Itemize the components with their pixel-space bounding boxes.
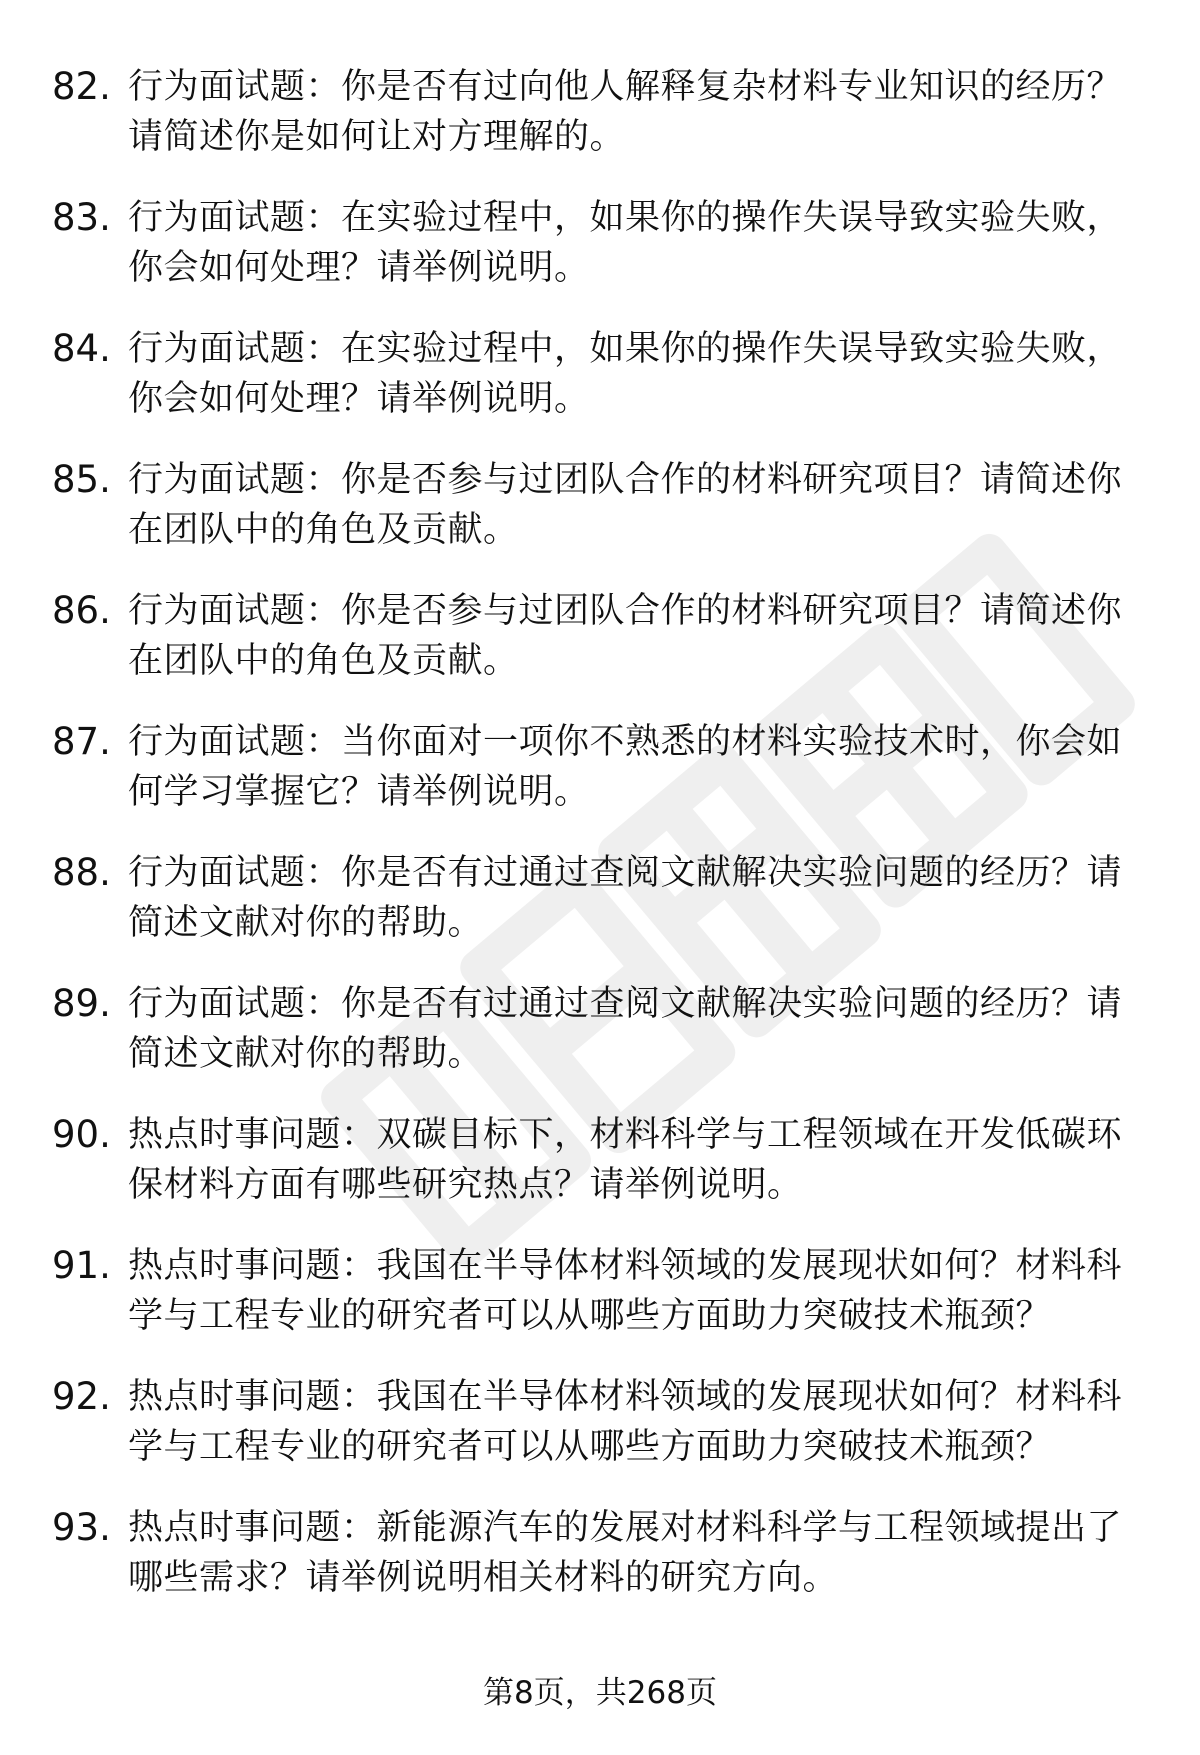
question-number: 87.	[52, 720, 111, 763]
question-text: 热点时事问题：双碳目标下，材料科学与工程领域在开发低碳环保材料方面有哪些研究热点？请举例说明。	[128, 1115, 1123, 1205]
question-text: 行为面试题：你是否有过通过查阅文献解决实验问题的经历？请简述文献对你的帮助。	[128, 853, 1123, 943]
question-item	[50, 842, 1140, 973]
question-number: 90.	[52, 1113, 111, 1156]
page-indicator: 第8页，共268页	[483, 1675, 717, 1711]
question-list	[50, 56, 1140, 1628]
question-text: 行为面试题：在实验过程中，如果你的操作失误导致实验失败，你会如何处理？请举例说明。	[128, 198, 1123, 288]
question-text: 热点时事问题：我国在半导体材料领域的发展现状如何？材料科学与工程专业的研究者可以从哪些方面助力突破技术瓶颈？	[128, 1377, 1123, 1467]
question-number: 93.	[52, 1506, 111, 1549]
page-footer	[0, 1668, 1200, 1718]
question-item	[50, 318, 1140, 449]
question-item	[50, 449, 1140, 580]
question-text: 行为面试题：你是否有过通过查阅文献解决实验问题的经历？请简述文献对你的帮助。	[128, 984, 1123, 1074]
question-text: 热点时事问题：我国在半导体材料领域的发展现状如何？材料科学与工程专业的研究者可以从哪些方面助力突破技术瓶颈？	[128, 1246, 1123, 1336]
question-text: 行为面试题：你是否有过向他人解释复杂材料专业知识的经历？请简述你是如何让对方理解的。	[128, 67, 1123, 157]
question-number: 89.	[52, 982, 111, 1025]
question-text: 行为面试题：你是否参与过团队合作的材料研究项目？请简述你在团队中的角色及贡献。	[128, 591, 1123, 681]
question-number: 82.	[52, 65, 111, 108]
question-text: 行为面试题：当你面对一项你不熟悉的材料实验技术时，你会如何学习掌握它？请举例说明。	[128, 722, 1123, 812]
question-number: 85.	[52, 458, 111, 501]
question-text: 热点时事问题：新能源汽车的发展对材料科学与工程领域提出了哪些需求？请举例说明相关材料的研究方向。	[128, 1508, 1123, 1598]
question-number: 88.	[52, 851, 111, 894]
question-number: 83.	[52, 196, 111, 239]
question-number: 86.	[52, 589, 111, 632]
question-item	[50, 580, 1140, 711]
question-item	[50, 1104, 1140, 1235]
question-text: 行为面试题：你是否参与过团队合作的材料研究项目？请简述你在团队中的角色及贡献。	[128, 460, 1123, 550]
question-text: 行为面试题：在实验过程中，如果你的操作失误导致实验失败，你会如何处理？请举例说明。	[128, 329, 1123, 419]
question-item	[50, 187, 1140, 318]
question-item	[50, 1366, 1140, 1497]
question-item	[50, 711, 1140, 842]
question-item	[50, 56, 1140, 187]
question-item	[50, 1497, 1140, 1628]
question-item	[50, 1235, 1140, 1366]
question-number: 92.	[52, 1375, 111, 1418]
question-item	[50, 973, 1140, 1104]
question-number: 91.	[52, 1244, 111, 1287]
question-number: 84.	[52, 327, 111, 370]
